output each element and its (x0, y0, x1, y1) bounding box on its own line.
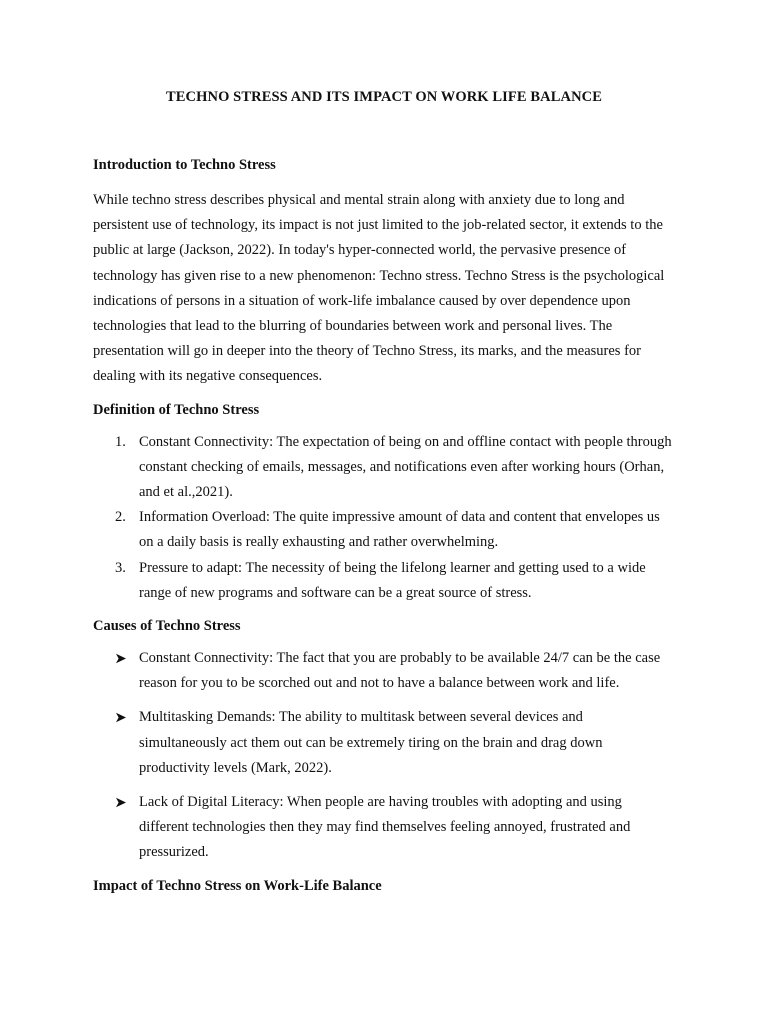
intro-heading: Introduction to Techno Stress (93, 157, 276, 173)
arrow-bullet-icon (115, 790, 129, 815)
list-number: 3. (115, 559, 126, 576)
causes-heading: Causes of Techno Stress (93, 618, 241, 635)
list-item-text: Constant Connectivity: The expectation of being on and offline contact with people through constant checking of emails, messages, and notifications even after working hours (Orhan, and et al.,2021). (139, 433, 672, 501)
list-item-text: Multitasking Demands: The ability to multitask between several devices and simultaneously act them out can be extremely tiring on the brain and drag down productivity levels (Mark, 2022). (139, 709, 603, 776)
arrow-bullet-icon (115, 705, 129, 730)
arrow-bullet-icon (115, 646, 129, 671)
definition-heading: Definition of Techno Stress (93, 401, 260, 418)
list-item (93, 646, 673, 696)
list-number: 1. (115, 433, 126, 450)
intro-paragraph: While techno stress describes physical and mental strain along with anxiety due to long and persistent use of technology, its impact is not just limited to the job-related sector, it extends to the public at large (Jackson, 2022). In today's hyper-connected world, the pervasive presence of technology has given rise to a new phenomenon: Techno stress. Techno Stress is the psychological indications of persons in a situation of work-life imbalance caused by over dependence upon technologies that lead to the blurring of boundaries between work and personal lives. The presentation will go in deeper into the theory of Techno Stress, its marks, and the measures for dealing with its negative consequences. (93, 192, 665, 385)
definition-list (93, 430, 673, 606)
causes-list (93, 646, 673, 866)
list-item (93, 430, 673, 506)
list-item (93, 556, 673, 606)
list-number: 2. (115, 509, 126, 526)
list-item (93, 505, 673, 555)
list-item-text: Information Overload: The quite impressive amount of data and content that envelopes us on a daily basis is really exhausting and rather overwhelming. (139, 509, 660, 551)
list-item-text: Pressure to adapt: The necessity of being the lifelong learner and getting used to a wide range of new programs and software can be a great source of stress. (139, 559, 646, 601)
impact-heading: Impact of Techno Stress on Work-Life Balance (93, 877, 382, 894)
list-item (93, 790, 673, 866)
list-item-text: Lack of Digital Literacy: When people are having troubles with adopting and using different technologies then they may find themselves feeling annoyed, frustrated and pressurized. (139, 794, 631, 861)
list-item (93, 705, 673, 781)
document-title: TECHNO STRESS AND ITS IMPACT ON WORK LIFE BALANCE (166, 89, 602, 105)
document-body (93, 155, 673, 896)
list-item-text: Constant Connectivity: The fact that you are probably to be available 24/7 can be the case reason for you to be scorched out and not to have a balance between work and life. (139, 650, 661, 692)
